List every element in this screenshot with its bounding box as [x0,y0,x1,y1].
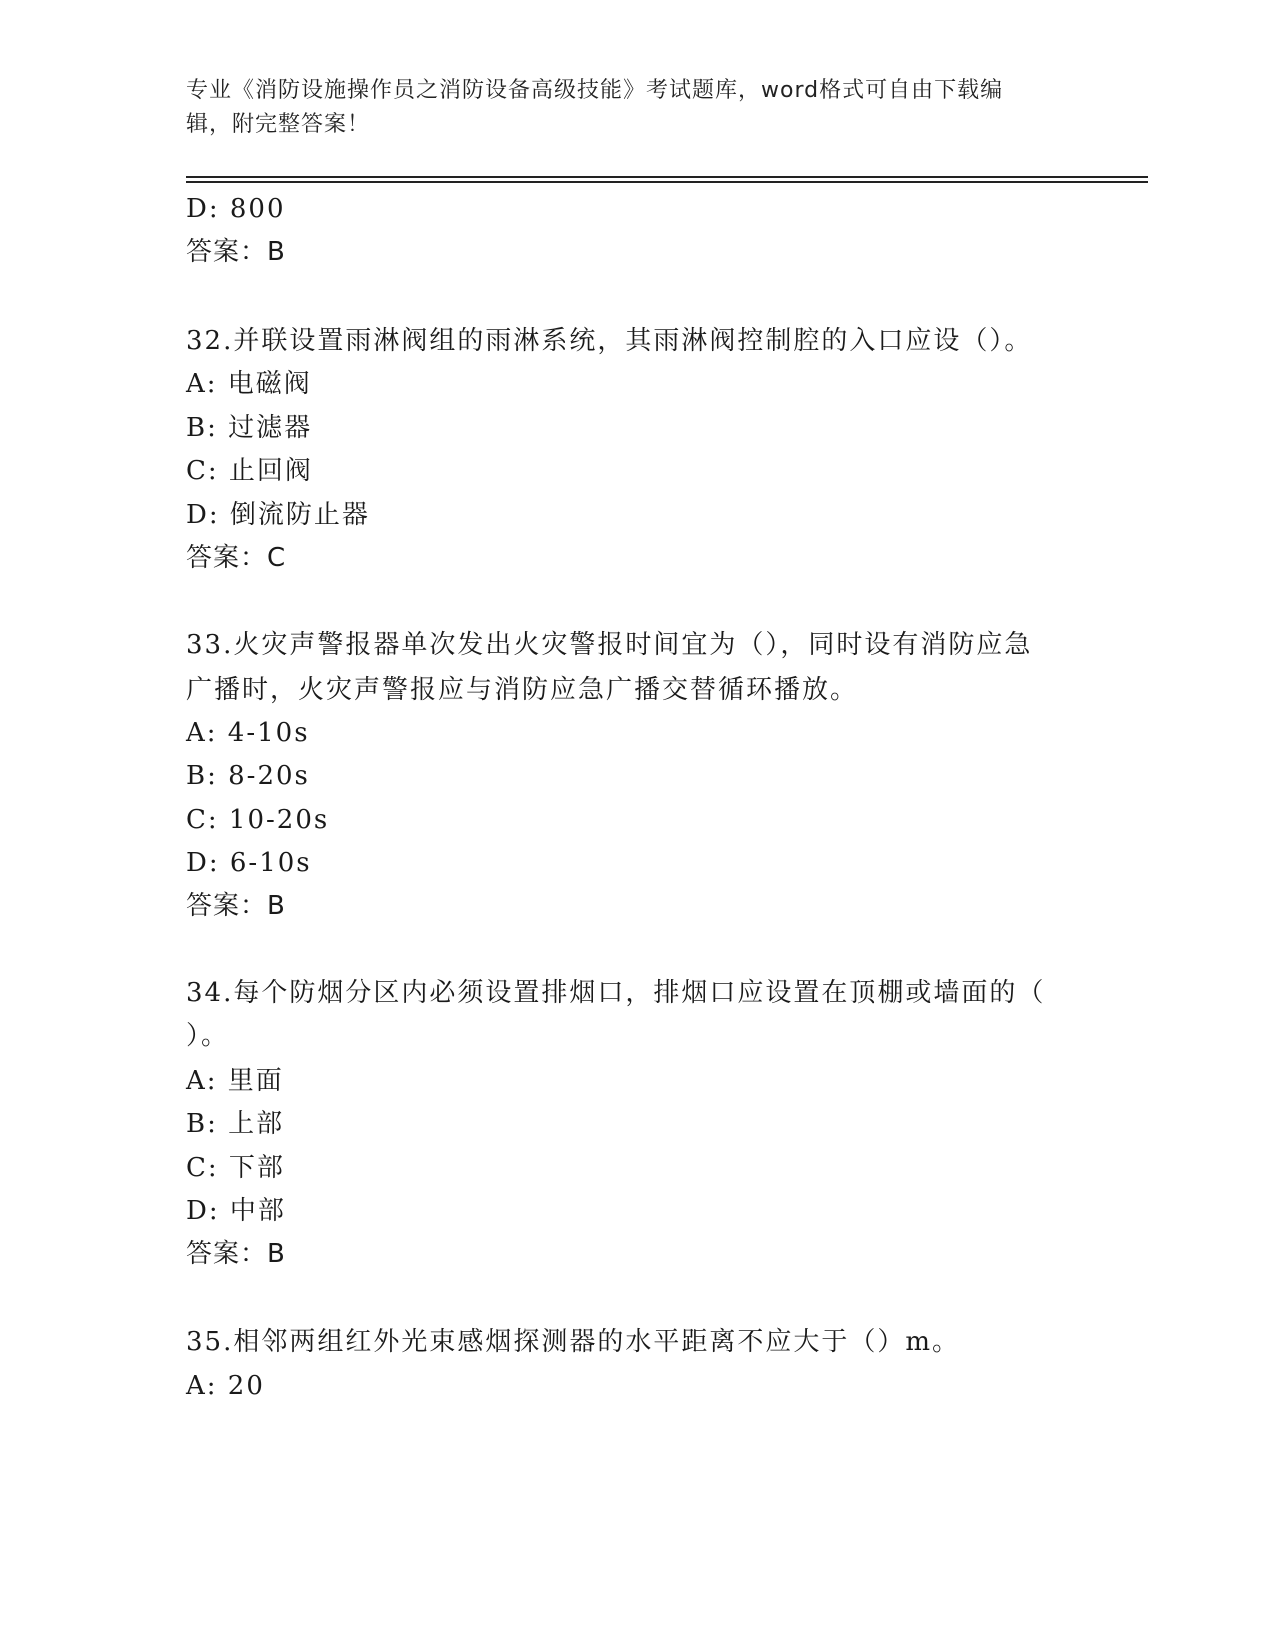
question-32-option-d: D: 倒流防止器 [186,500,370,530]
question-32-answer: 答案：C [186,543,287,573]
question-32-option-b: B: 过滤器 [186,413,313,443]
question-33-stem-line-2: 广播时，火灾声警报应与消防应急广播交替循环播放。 [186,675,859,705]
header-divider-top [186,176,1148,178]
question-32-option-c: C: 止回阀 [186,456,313,486]
question-34-option-c: C: 下部 [186,1153,285,1183]
answer-prev: 答案：B [186,237,286,267]
question-33-option-a: A: 4-10s [186,718,310,748]
question-34-option-b: B: 上部 [186,1109,285,1139]
question-33-option-b: B: 8-20s [186,761,310,791]
question-32-option-a: A: 电磁阀 [186,369,312,399]
question-34-stem-line-2: ）。 [186,1021,230,1051]
question-34-stem-line-1: 34.每个防烟分区内必须设置排烟口，排烟口应设置在顶棚或墙面的（ [186,978,1046,1008]
header-line-2: 辑，附完整答案！ [186,112,371,137]
question-33-stem-line-1: 33.火灾声警报器单次发出火灾警报时间宜为（），同时设有消防应急 [186,630,1033,660]
option-d-prev: D: 800 [186,194,286,224]
question-32-stem: 32.并联设置雨淋阀组的雨淋系统，其雨淋阀控制腔的入口应设（）。 [186,326,1033,356]
header-divider-bottom [186,181,1148,183]
question-33-option-d: D: 6-10s [186,848,312,878]
header-line-1: 专业《消防设施操作员之消防设备高级技能》考试题库，word格式可自由下载编 [186,78,1004,103]
question-35-option-a: A: 20 [186,1371,265,1401]
document-header [186,74,1066,142]
question-34-option-a: A: 里面 [186,1066,284,1096]
question-33-answer: 答案：B [186,891,286,921]
question-34-answer: 答案：B [186,1239,286,1269]
question-34-option-d: D: 中部 [186,1196,286,1226]
question-35-stem: 35.相邻两组红外光束感烟探测器的水平距离不应大于（）m。 [186,1327,961,1357]
question-33-option-c: C: 10-20s [186,805,330,835]
